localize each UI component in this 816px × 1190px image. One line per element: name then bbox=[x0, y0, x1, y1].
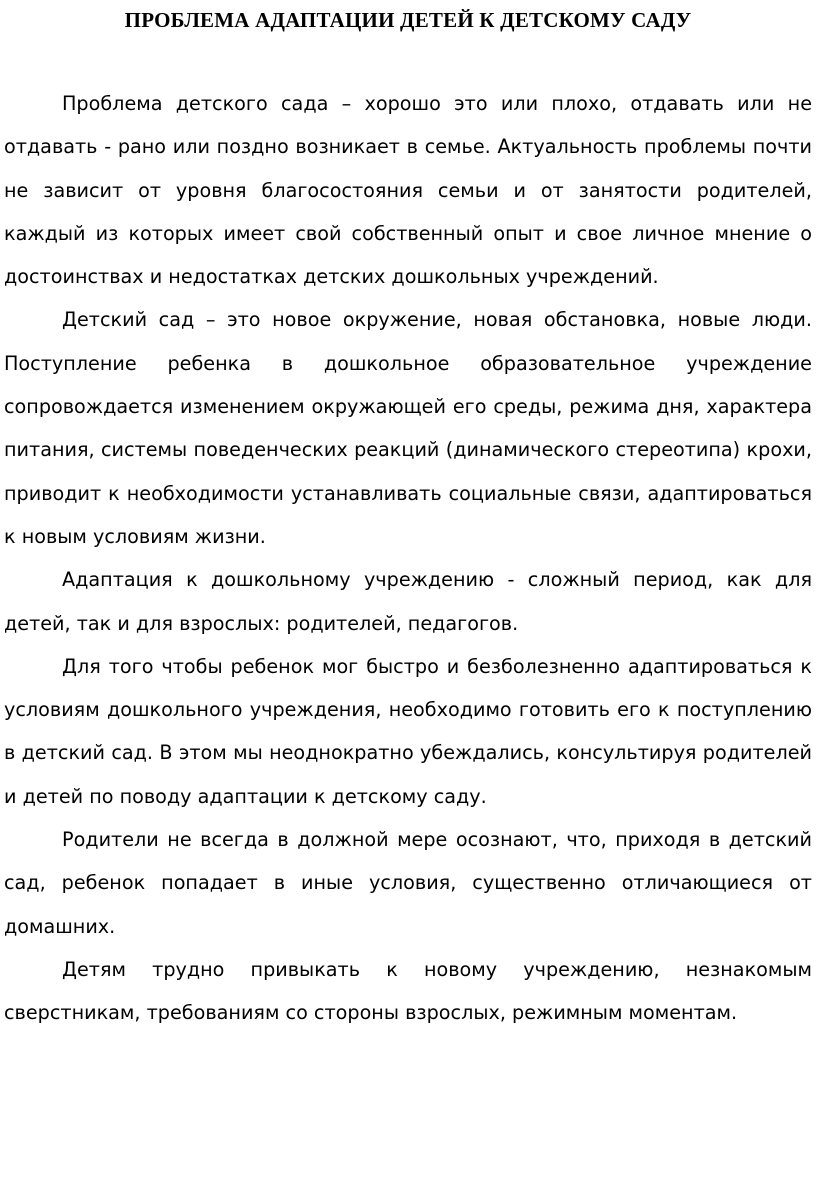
paragraph-2: Детский сад – это новое окружение, новая обстановка, новые люди. Поступление ребенка в дошкольное образовательное учреждение сопровождается изменением окружающей его среды, режима дня, характера питания, системы поведенческих реакций (динамического стереотипа) крохи, приводит к необходимости устанавливать социальные связи, адаптироваться к новым условиям жизни. bbox=[4, 308, 812, 548]
paragraph-5: Родители не всегда в должной мере осознают, что, приходя в детский сад, ребенок попадает в иные условия, существенно отличающиеся от домашних. bbox=[4, 828, 812, 938]
document-title: ПРОБЛЕМА АДАПТАЦИИ ДЕТЕЙ К ДЕТСКОМУ САДУ bbox=[124, 8, 692, 32]
document-body bbox=[4, 82, 812, 1035]
paragraph-6: Детям трудно привыкать к новому учреждению, незнакомым сверстникам, требованиям со стороны взрослых, режимным моментам. bbox=[4, 957, 812, 1025]
paragraph-4: Для того чтобы ребенок мог быстро и безболезненно адаптироваться к условиям дошкольного учреждения, необходимо готовить его к поступлению в детский сад. В этом мы неоднократно убеждались, консультируя родителей и детей по поводу адаптации к детскому саду. bbox=[4, 654, 812, 808]
paragraph-3: Адаптация к дошкольному учреждению - сложный период, как для детей, так и для взрослых: родителей, педагогов. bbox=[4, 568, 812, 635]
paragraph-1: Проблема детского сада – хорошо это или плохо, отдавать или не отдавать - рано или поздно возникает в семье. Актуальность проблемы почти не зависит от уровня благосостояния семьи и от занятости родителей, каждый из которых имеет свой собственный опыт и свое личное мнение о достоинствах и недостатках детских дошкольных учреждений. bbox=[4, 92, 812, 289]
